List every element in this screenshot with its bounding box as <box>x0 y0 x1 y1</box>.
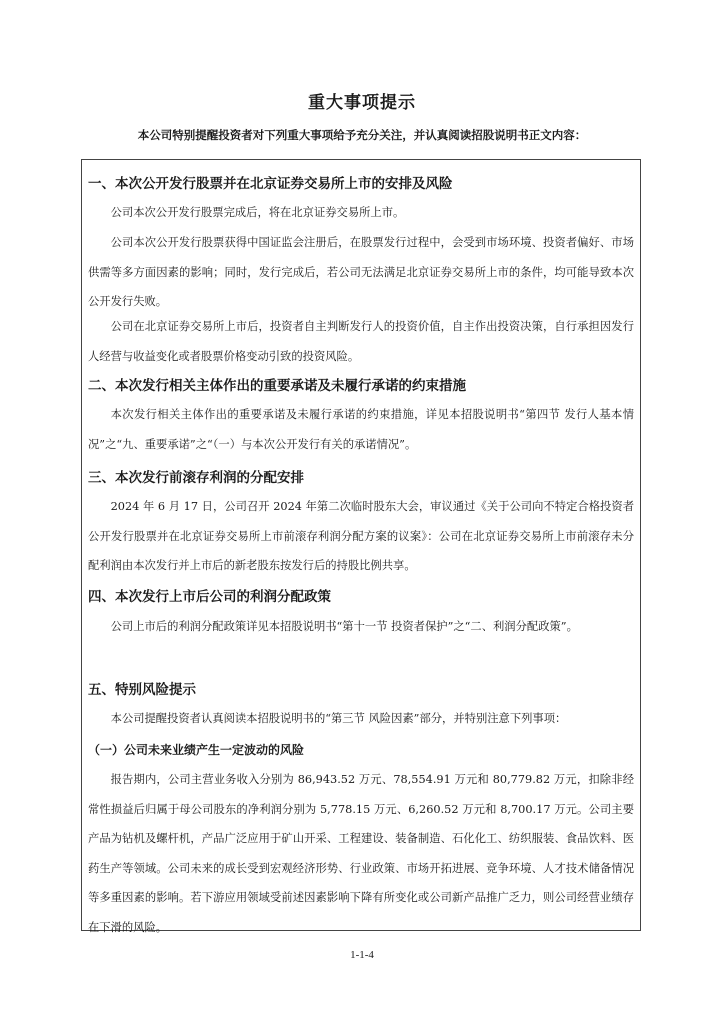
page-title: 重大事项提示 <box>308 93 416 113</box>
page-subtitle: 本公司特别提醒投资者对下列重大事项给予充分关注，并认真阅读招股说明书正文内容： <box>137 128 587 142</box>
paragraph: 2024 年 6 月 17 日，公司召开 2024 年第二次临时股东大会，审议通过《关于公司向不特定合格投资者公开发行股票并在北京证券交易所上市前滚存利润分配方案的议案》：公司在北京证券交易所上市前滚存未分配利润由本次发行并上市后的新老股东按发行后的持股比例共享。 <box>88 500 634 572</box>
page-number: 1-1-4 <box>350 949 374 961</box>
paragraph: 报告期内，公司主营业务收入分别为 86,943.52 万元、78,554.91 万元和 80,779.82 万元，扣除非经常性损益后归属于母公司股东的净利润分别为 5,778.15 万元、6,260.52 万元和 8,700.17 万元。公司主要产品为钻机及螺杆机，产品广泛应用于矿山开采、工程建设、装备制造、石化化工、纺织服装、食品饮料、医药生产等领域。公司未来的成长受到宏观经济形势、行业政策、市场开拓进展、竞争环境、人才技术储备情况等多重因素的影响。若下游应用领域受前述因素影响下降有所变化或公司新产品推广乏力，则公司经营业绩存在下滑的风险。 <box>88 773 634 934</box>
section-heading-2: 二、本次发行相关主体作出的重要承诺及未履行承诺的约束措施 <box>88 378 466 394</box>
paragraph: 公司上市后的利润分配政策详见本招股说明书“第十一节 投资者保护”之“二、利润分配政策”。 <box>110 620 578 633</box>
section-heading-4: 四、本次发行上市后公司的利润分配政策 <box>88 589 331 605</box>
paragraph: 公司在北京证券交易所上市后，投资者自主判断发行人的投资价值，自主作出投资决策，自行承担因发行人经营与收益变化或者股票价格变动引致的投资风险。 <box>88 320 634 363</box>
paragraph: 本次发行相关主体作出的重要承诺及未履行承诺的约束措施，详见本招股说明书“第四节 发行人基本情况”之“九、重要承诺”之“（一）与本次公开发行有关的承诺情况”。 <box>88 408 634 451</box>
section-heading-1: 一、本次公开发行股票并在北京证券交易所上市的安排及风险 <box>88 176 453 192</box>
paragraph: 公司本次公开发行股票获得中国证监会注册后，在股票发行过程中，会受到市场环境、投资者偏好、市场供需等多方面因素的影响；同时，发行完成后，若公司无法满足北京证券交易所上市的条件，均可能导致本次公开发行失败。 <box>88 236 634 308</box>
paragraph: 本公司提醒投资者认真阅读本招股说明书的“第三节 风险因素”部分，并特别注意下列事项： <box>110 712 567 725</box>
section-heading-5: 五、特别风险提示 <box>88 682 196 698</box>
subsection-heading-1: （一）公司未来业绩产生一定波动的风险 <box>88 743 305 757</box>
section-heading-3: 三、本次发行前滚存利润的分配安排 <box>88 470 304 486</box>
paragraph: 公司本次公开发行股票完成后，将在北京证券交易所上市。 <box>110 206 405 219</box>
